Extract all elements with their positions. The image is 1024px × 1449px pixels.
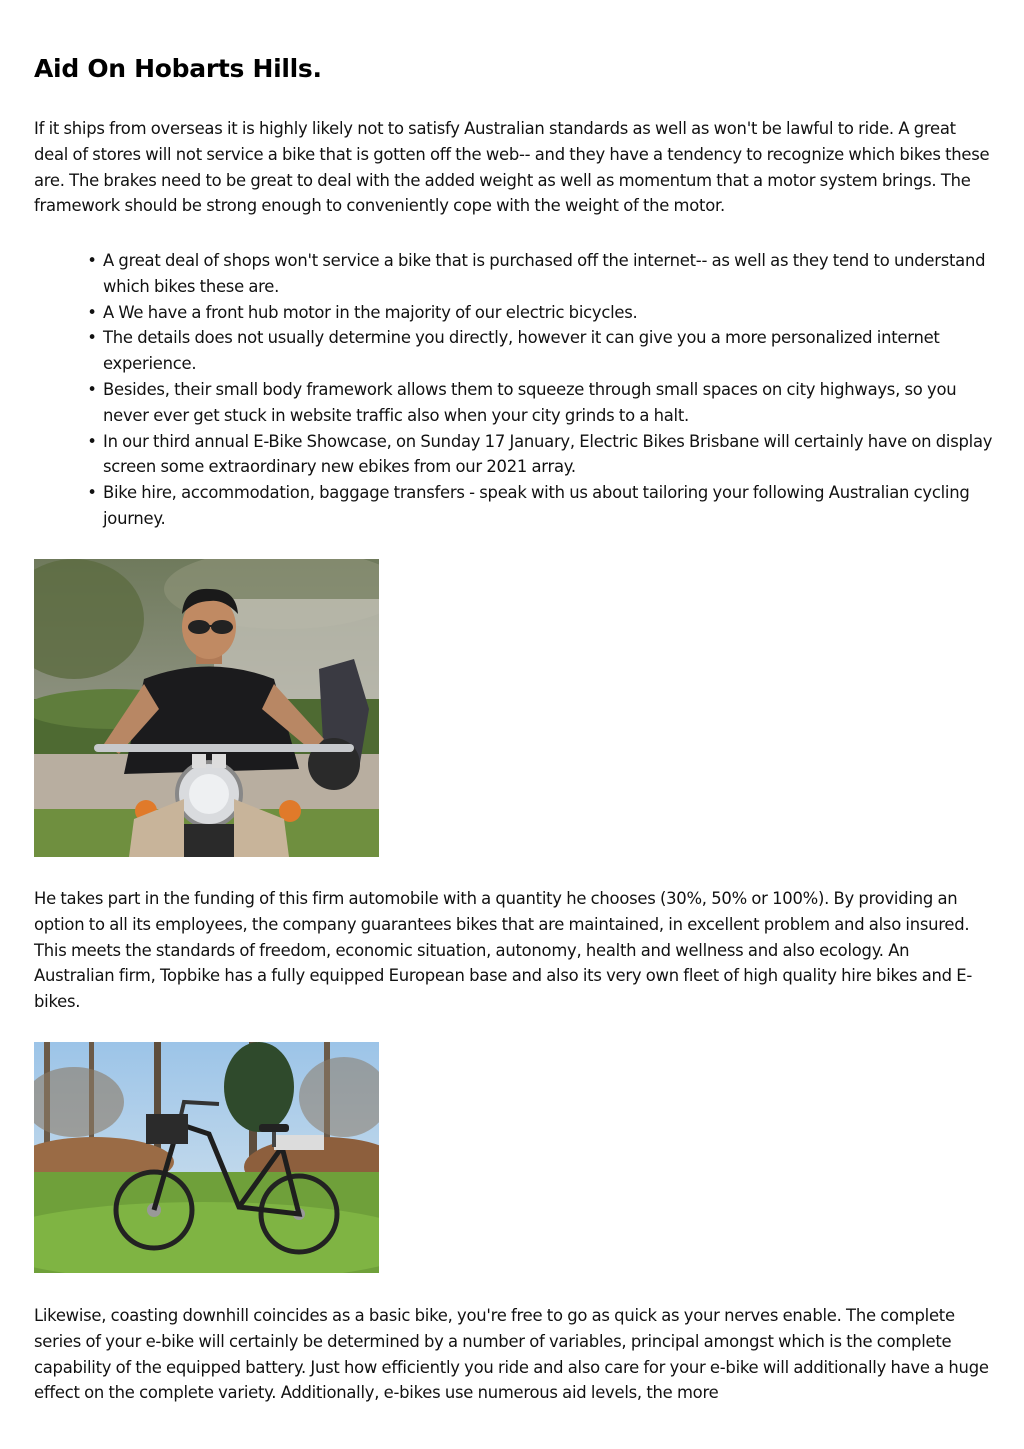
list-item-text: A great deal of shops won't service a bike that is purchased off the internet-- as well as they tend to understand which bikes these are. (103, 251, 986, 296)
list-item-text: In our third annual E-Bike Showcase, on Sunday 17 January, Electric Bikes Brisbane will certainly have on display screen some extraordinary new ebikes from our 2021 array. (103, 431, 993, 477)
list-item-text: A We have a front hub motor in the majority of our electric bicycles. (103, 302, 638, 322)
list-item-text: The details does not usually determine you directly, however it can give you a more personalized internet experience. (103, 328, 940, 374)
list-item (34, 377, 994, 429)
bullet-icon: • (87, 302, 97, 322)
bullet-icon: • (87, 328, 97, 348)
list-item (34, 325, 994, 377)
page-title: Aid On Hobarts Hills. (34, 54, 322, 83)
bullet-icon: • (87, 431, 97, 451)
list-item-text: Bike hire, accommodation, baggage transfers - speak with us about tailoring your following Australian cycling journey. (103, 483, 970, 528)
list-item (34, 300, 994, 326)
bullet-icon: • (87, 379, 97, 399)
bullet-icon: • (87, 483, 97, 503)
list-item (34, 480, 994, 532)
list-item (34, 248, 994, 300)
list-item-text: Besides, their small body framework allows them to squeeze through small spaces on city highways, so you never ever get stuck in website traffic also when your city grinds to a halt. (103, 379, 957, 425)
bullet-icon: • (87, 251, 97, 270)
bullet-list (34, 248, 994, 532)
middle-paragraph: He takes part in the funding of this firm automobile with a quantity he chooses (30%, 50% or 100%). By providing an option to all its employees, the company guarantees bikes that are maintained, in excellent problem and also insured. This meets the standards of freedom, economic situation, autonomy, health and wellness and also ecology. An Australian firm, Topbike has a fully equipped European base and also its very own fleet of high quality hire bikes and E-bikes. (34, 889, 973, 1012)
list-item (34, 429, 994, 481)
motorcycle-rider-photo (34, 559, 379, 857)
intro-paragraph: If it ships from overseas it is highly likely not to satisfy Australian standards as well as won't be lawful to ride. A great deal of stores will not service a bike that is gotten off the web-- and they have a tendency to recognize which bikes these are. The brakes need to be great to deal with the added weight as well as momentum that a motor system brings. The framework should be strong enough to conveniently cope with the weight of the motor. (34, 119, 990, 216)
ebike-photo (34, 1042, 379, 1273)
closing-paragraph: Likewise, coasting downhill coincides as a basic bike, you're free to go as quick as your nerves enable. The complete series of your e-bike will certainly be determined by a number of variables, principal amongst which is the complete capability of the equipped battery. Just how efficiently you ride and also care for your e-bike will additionally have a huge effect on the complete variety. Additionally, e-bikes use numerous aid levels, the more (34, 1306, 989, 1403)
